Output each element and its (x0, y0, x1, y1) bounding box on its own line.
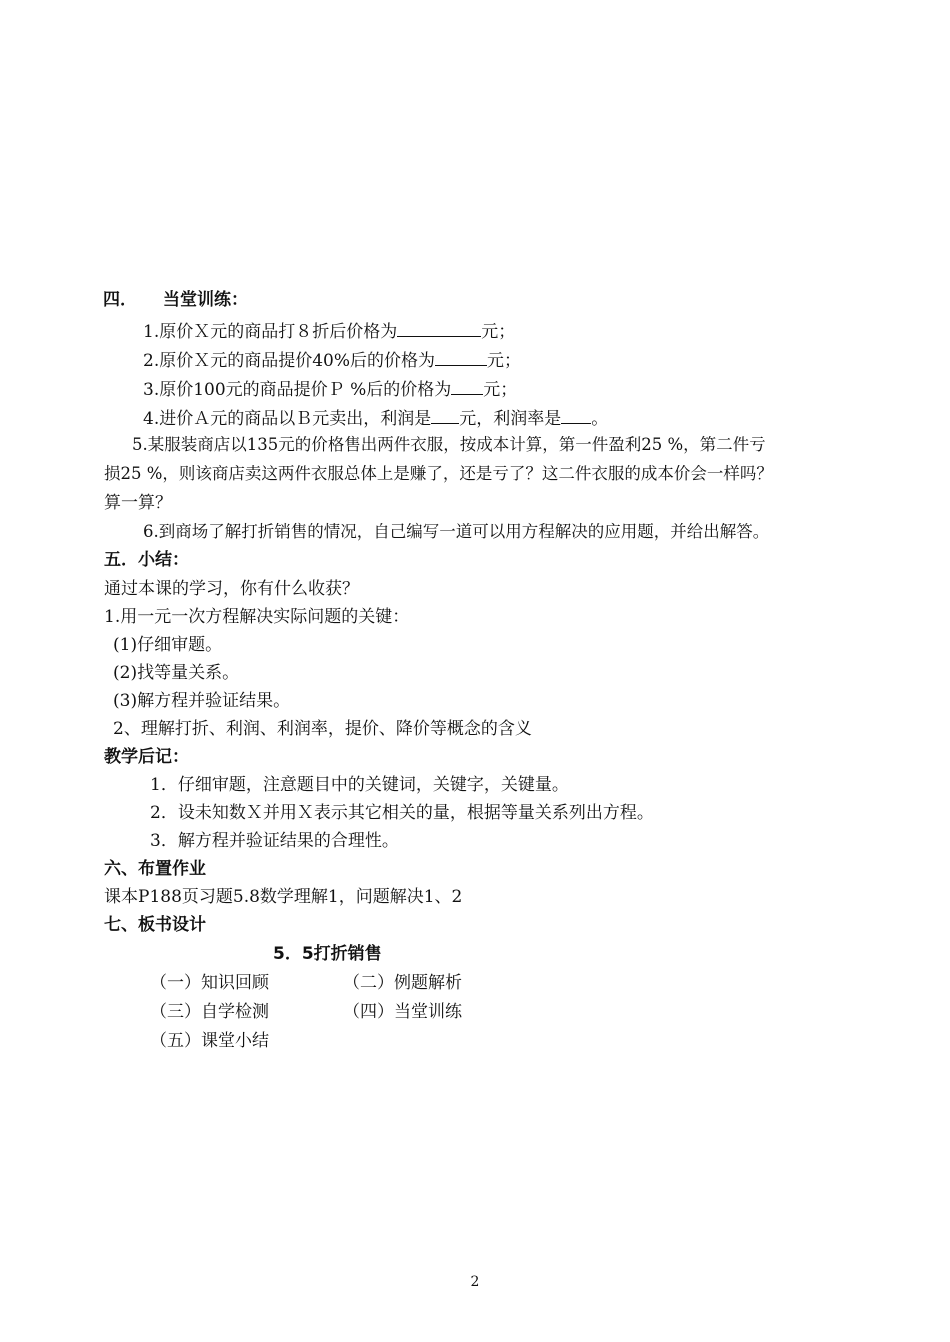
reflection-item-2: 2．设未知数Ｘ并用Ｘ表示其它相关的量，根据等量关系列出方程。 (150, 803, 654, 823)
board-cell-3: （三）自学检测 (150, 1002, 269, 1022)
homework-text: 课本P188页习题5.8数学理解1，问题解决1、2 (104, 887, 463, 907)
page-number: 2 (470, 1274, 480, 1290)
summary-point-1: 1.用一元一次方程解决实际问题的关键： (104, 607, 410, 627)
reflection-heading: 教学后记： (104, 747, 189, 767)
answer-blank (561, 405, 591, 424)
section4-heading-title: 当堂训练： (163, 290, 248, 310)
summary-sub-3: (3)解方程并验证结果。 (113, 691, 291, 711)
answer-blank (431, 405, 459, 424)
exercise-item-5-line2: 损25 %，则该商店卖这两件衣服总体上是赚了，还是亏了？这二件衣服的成本价会一样吗？ (104, 464, 773, 483)
exercise-item-1: 1.原价Ｘ元的商品打８折后价格为 元； (143, 318, 515, 343)
summary-sub-2: (2)找等量关系。 (113, 663, 240, 683)
board-title: 5．5打折销售 (273, 944, 382, 964)
exercise-item-5-line1: 5.某服装商店以135元的价格售出两件衣服，按成本计算，第一件盈利25 %，第二件亏 (132, 435, 766, 454)
section4-heading (103, 289, 248, 311)
summary-sub-1: (1)仔细审题。 (113, 635, 223, 655)
summary-point-2: 2、理解打折、利润、利润率，提价、降价等概念的含义 (113, 719, 532, 739)
section7-heading: 七、板书设计 (104, 915, 206, 935)
reflection-item-3: 3．解方程并验证结果的合理性。 (150, 831, 399, 851)
exercise-item-4: 4.进价Ａ元的商品以Ｂ元卖出，利润是 元，利润率是 。 (143, 405, 608, 430)
board-cell-2: （二）例题解析 (343, 973, 462, 993)
reflection-item-1: 1．仔细审题，注意题目中的关键词，关键字，关键量。 (150, 775, 569, 795)
exercise-item-6: 6.到商场了解打折销售的情况，自己编写一道可以用方程解决的应用题，并给出解答。 (143, 522, 770, 541)
summary-intro: 通过本课的学习，你有什么收获？ (104, 579, 359, 599)
answer-blank (397, 318, 481, 337)
section4-heading-num: 四． (103, 290, 137, 310)
board-cell-4: （四）当堂训练 (343, 1002, 462, 1022)
section5-heading: 五．小结： (104, 550, 189, 570)
answer-blank (451, 376, 483, 395)
answer-blank (435, 347, 487, 366)
section6-heading: 六、布置作业 (104, 859, 206, 879)
exercise-item-3: 3.原价100元的商品提价Ｐ %后的价格为 元； (143, 376, 517, 401)
exercise-item-5-line3: 算一算？ (104, 493, 172, 513)
board-cell-1: （一）知识回顾 (150, 973, 269, 993)
exercise-item-2: 2.原价Ｘ元的商品提价40%后的价格为 元； (143, 347, 521, 372)
board-cell-5: （五）课堂小结 (150, 1031, 269, 1051)
